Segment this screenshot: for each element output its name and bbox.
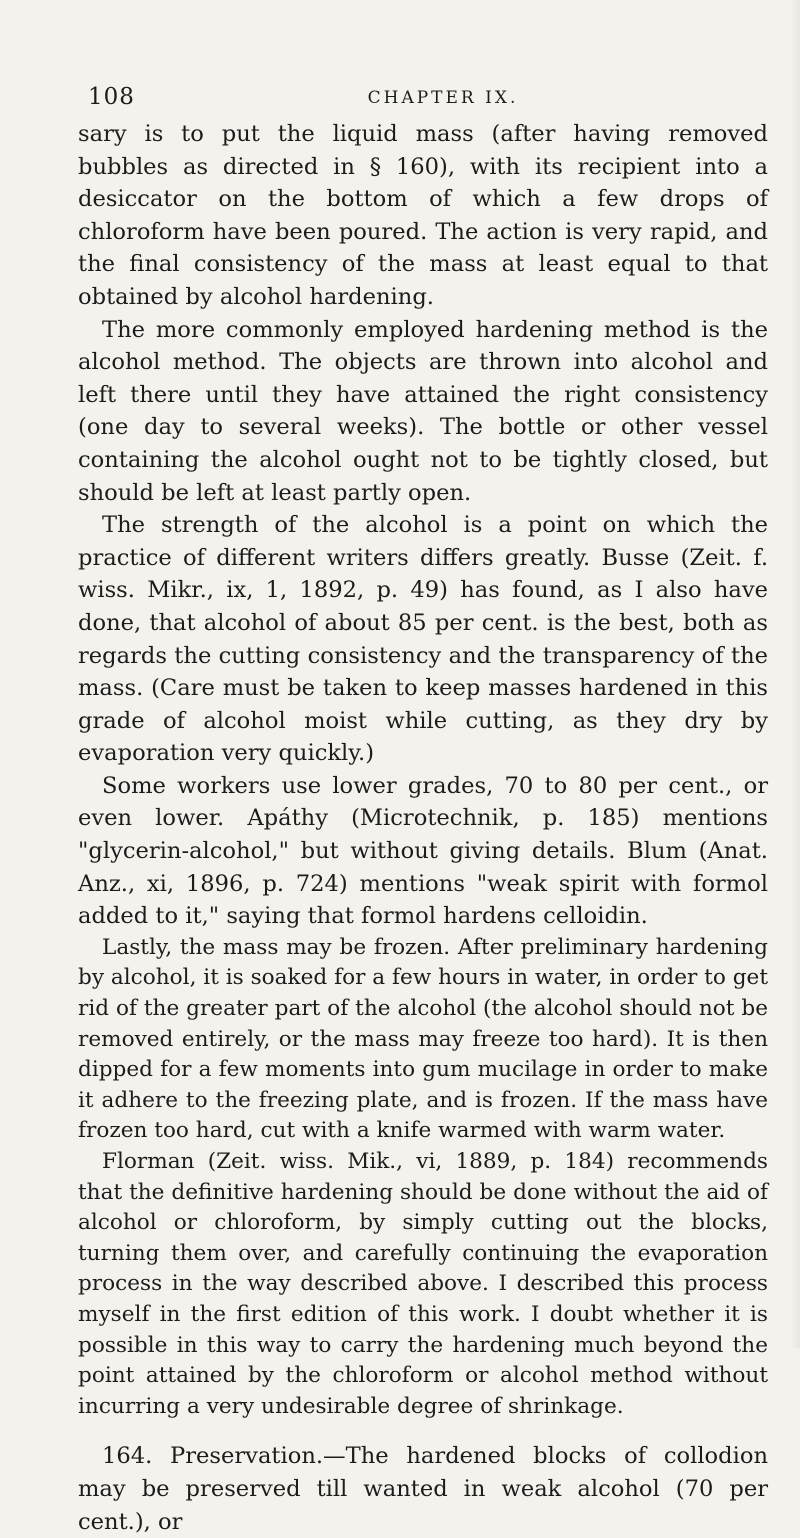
section-gap (78, 1422, 768, 1440)
paragraph-frozen: Lastly, the mass may be frozen. After preliminary hardening by alcohol, it is soaked for a few hours in water, in order to get rid of the greater part of the alcohol (the alcohol should not be removed entirely, or the mass may freeze too hard). It is then dipped for a few moments into gum mucilage in order to make it adhere to the freezing plate, and is frozen. If the mass have frozen too hard, cut with a knife warmed with warm water. (78, 934, 769, 1144)
small-print-section (78, 933, 768, 1423)
paragraph-alcohol-strength: The strength of the alcohol is a point on which the practice of different writers differs greatly. Busse (Zeit. f. wiss. Mikr., ix, 1, 1892, p. 49) has found, as I also have done, that alcohol of about 85 per cent. is the best, both as regards the cutting consistency and the transparency of the mass. (Care must be taken to keep masses hardened in this grade of alcohol moist while cutting, as they dry by evaporation very quickly.) (78, 512, 768, 767)
paragraph-alcohol-method: The more commonly employed hardening method is the alcohol method. The objects are thrown into alcohol and left there until they have attained the right consistency (one day to several weeks). The bottle or other vessel containing the alcohol ought not to be tightly closed, but should be left at least partly open. (78, 316, 768, 506)
paragraph-continued: sary is to put the liquid mass (after having removed bubbles as directed in § 160), with its recipient into a desiccator on the bottom of which a few drops of chloroform have been poured. The action is very rapid, and the final consistency of the mass at least equal to that obtained by alcohol hardening. (78, 121, 768, 310)
paragraph-lower-grades: Some workers use lower grades, 70 to 80 per cent., or even lower. Apáthy (Microtechnik, p. 185) mentions "glycerin-alcohol," but without giving details. Blum (Anat. Anz., xi, 1896, p. 724) mentions "weak spirit with formol added to it," saying that formol hardens celloidin. (78, 772, 768, 930)
page-number: 108 (88, 84, 135, 110)
paragraph-florman: Florman (Zeit. wiss. Mik., vi, 1889, p. 184) recommends that the definitive hardening should be done without the aid of alcohol or chloroform, by simply cutting out the blocks, turning them over, and carefully continuing the evaporation process in the way described above. I described this process myself in the first edition of this work. I doubt whether it is possible in this way to carry the hardening much beyond the point attained by the chloroform or alcohol method without incurring a very undesirable degree of shrinkage. (78, 1149, 768, 1419)
chapter-title: CHAPTER IX. (367, 88, 519, 108)
page-edge-shadow (790, 0, 800, 1348)
body-text (78, 118, 768, 1538)
section-164-preservation: 164. Preservation.—The hardened blocks of collodion may be preserved till wanted in weak alcohol (70 per cent.), or (78, 1443, 768, 1535)
page-header (78, 84, 768, 120)
